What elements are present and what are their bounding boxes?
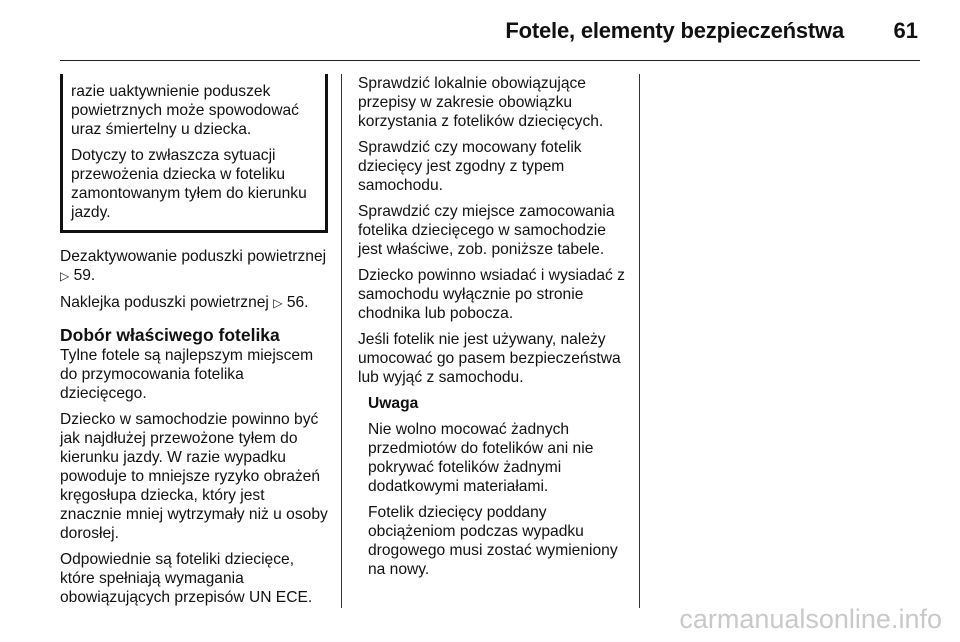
ref-page-link[interactable]: 56. [286,294,309,311]
body-paragraph: Dziecko powinno wsiadać i wysiadać z samochodu wyłącznie po stronie chodnika lub pobocza. [358,267,625,322]
body-paragraph: Tylne fotele są najlepszym miejscem do przymocowania fotelika dziecięcego. [60,347,314,402]
body-paragraph: Odpowiednie są foteliki dziecięce, które spełniają wymagania obowiązujących przepisów UN ECE. [60,551,313,606]
ref-text: Dezaktywowanie poduszki powietrznej [60,248,327,265]
warning-paragraph: Dotyczy to zwłaszcza sytuacji przewożenia dziecka w foteliku zamontowanym tyłem do kierunku jazdy. [71,147,307,221]
body-paragraph: Sprawdzić czy miejsce zamocowania fotelika dziecięcego w samochodzie jest właściwe, zob. poniższe tabele. [358,203,615,258]
left-column [60,74,328,614]
body-paragraph: Sprawdzić lokalnie obowiązujące przepisy w zakresie obowiązku korzystania z fotelików dziecięcych. [358,75,604,130]
ref-text: Naklejka poduszki powietrznej [60,294,269,311]
section-heading: Dobór właściwego fotelika [60,325,280,345]
ref-page-link[interactable]: 59. [73,267,96,284]
body-paragraph: Dziecko w samochodzie powinno być jak najdłużej przewożone tyłem do kierunku jazdy. W razie wypadku powoduje to mniejsze ryzyko obrażeń kręgosłupa dziecka, który jest znacznie mniej wytrzymały niż u osoby dorosłej. [60,411,328,542]
page-ref-arrow-icon: ▷ [273,296,283,310]
column-divider [341,74,342,608]
header-rule [60,60,920,61]
body-paragraph: Jeśli fotelik nie jest używany, należy umocować go pasem bezpieczeństwa lub wyjąć z samochodu. [358,331,621,386]
note-block [358,394,630,579]
cross-reference [60,293,328,313]
warning-box [60,74,328,233]
cross-reference [60,247,328,286]
body-paragraph: Sprawdzić czy mocowany fotelik dziecięcy jest zgodny z typem samochodu. [358,139,582,194]
page-ref-arrow-icon: ▷ [60,269,70,283]
note-paragraph: Nie wolno mocować żadnych przedmiotów do fotelików ani nie pokrywać fotelików żadnymi dodatkowymi materiałami. [368,421,594,495]
middle-column [358,74,630,586]
warning-paragraph: razie uaktywnienie poduszek powietrznych może spowodować uraz śmiertelny u dziecka. [71,83,299,138]
watermark: carmanualsonline.info [679,604,942,634]
column-divider [639,74,640,608]
note-paragraph: Fotelik dziecięcy poddany obciążeniom podczas wypadku drogowego musi zostać wymieniony na nowy. [368,504,618,578]
page-header [0,12,960,52]
page-title: Fotele, elementy bezpieczeństwa [505,18,844,43]
page-number: 61 [893,18,918,43]
note-title: Uwaga [368,395,419,412]
